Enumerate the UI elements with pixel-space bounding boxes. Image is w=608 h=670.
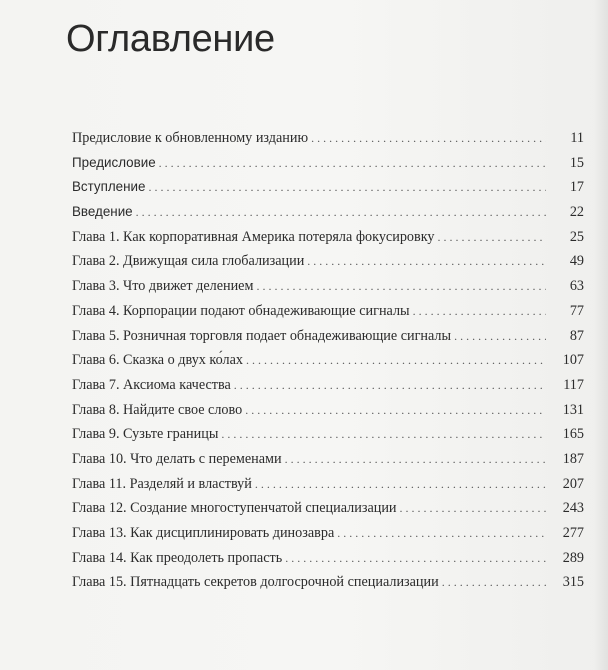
toc-entry [72,546,584,571]
toc-page-number: 25 [569,228,584,245]
toc-entry [72,299,584,324]
toc-page-number: 107 [562,352,584,369]
toc-page-number: 289 [562,549,584,566]
toc-dot-leader [159,151,546,176]
page-title: Оглавление [66,18,275,60]
toc-entry [72,472,584,497]
page-edge-shadow [594,0,608,670]
toc-entry-label: Глава 14. Как преодолеть пропасть [72,549,283,566]
toc-page-number: 207 [562,475,584,492]
toc-entry-label: Глава 15. Пятнадцать секретов долгосрочной специализации [72,574,439,591]
toc-dot-leader [285,546,546,571]
toc-entry-label: Глава 11. Разделяй и властвуй [72,475,252,492]
toc-entry-label: Вступление [72,179,146,195]
toc-page-number: 277 [562,525,584,541]
toc-dot-leader [307,249,546,274]
toc-entry-label: Глава 13. Как дисциплинировать динозавра [72,525,335,541]
toc-entry-label: Глава 12. Создание многоступенчатой специализации [72,500,397,517]
toc-page-number: 165 [562,426,584,443]
toc-entry-label: Глава 4. Корпорации подают обнадеживающие сигналы [72,302,410,319]
toc-entry-label: Глава 7. Аксиома качества [72,376,231,393]
toc-entry-label: Глава 5. Розничная торговля подает обнадеживающие сигналы [72,327,452,344]
table-of-contents [72,126,584,595]
toc-entry [72,570,584,595]
toc-dot-leader [438,225,547,250]
toc-entry [72,324,584,349]
toc-entry [72,200,584,225]
toc-dot-leader [454,324,546,349]
toc-page-number: 15 [569,154,584,171]
toc-entry [72,175,584,200]
toc-page-number: 17 [569,179,584,196]
toc-page-number: 187 [562,450,584,467]
toc-page-number: 131 [562,401,584,418]
toc-dot-leader [245,398,546,423]
toc-entry-label: Глава 6. Сказка о двух ко́лах [72,352,243,369]
toc-dot-leader [442,570,546,595]
toc-dot-leader [413,299,546,324]
toc-entry [72,348,584,373]
toc-entry [72,274,584,299]
toc-entry-label: Глава 3. Что движет делением [72,278,254,295]
toc-entry [72,225,584,250]
toc-page-number: 49 [569,253,584,270]
toc-dot-leader [221,422,546,447]
toc-entry [72,151,584,176]
toc-dot-leader [311,126,546,151]
toc-page-number: 315 [562,574,584,591]
toc-page-number: 77 [569,302,584,319]
toc-page-number: 11 [570,130,584,146]
toc-entry [72,249,584,274]
toc-page-number: 243 [562,500,584,517]
toc-dot-leader [337,521,546,546]
toc-page-number: 63 [569,278,584,295]
toc-entry [72,398,584,423]
toc-dot-leader [234,373,546,398]
toc-entry-label: Глава 9. Сузьте границы [72,426,219,443]
toc-page-number: 117 [563,376,584,393]
toc-entry-label: Глава 8. Найдите свое слово [72,401,243,418]
toc-dot-leader [285,447,546,472]
toc-entry-label: Глава 1. Как корпоративная Америка потеряла фокусировку [72,228,435,245]
toc-dot-leader [256,274,546,299]
toc-dot-leader [255,472,546,497]
toc-entry-label: Глава 2. Движущая сила глобализации [72,253,305,270]
toc-page-number: 22 [569,204,584,221]
toc-dot-leader [136,200,546,225]
toc-dot-leader [246,348,546,373]
toc-entry [72,496,584,521]
toc-entry-label: Глава 10. Что делать с переменами [72,450,282,467]
toc-entry [72,521,584,546]
toc-entry [72,373,584,398]
toc-page-number: 87 [569,327,584,344]
toc-dot-leader [148,175,546,200]
toc-entry-label: Введение [72,204,133,220]
toc-entry [72,126,584,151]
toc-entry [72,422,584,447]
toc-entry [72,447,584,472]
toc-dot-leader [400,496,546,521]
toc-entry-label: Предисловие [72,154,156,170]
toc-entry-label: Предисловие к обновленному изданию [72,130,309,146]
